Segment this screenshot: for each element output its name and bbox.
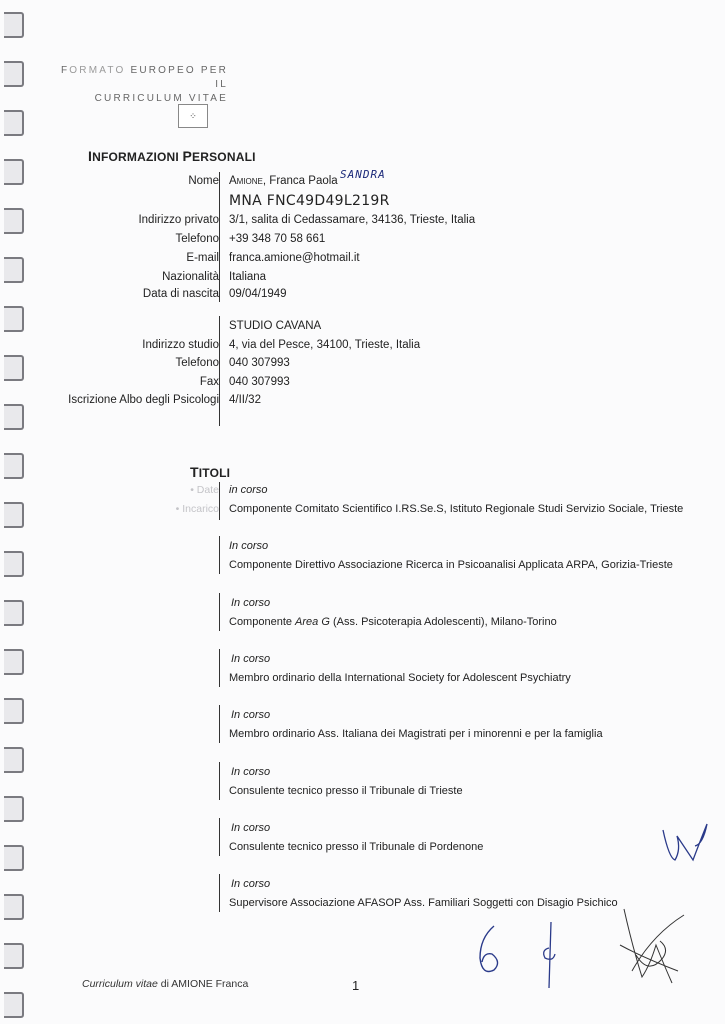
- binder-ring: [4, 894, 24, 920]
- title-date: In corso: [231, 822, 271, 834]
- label-address: Indirizzo privato: [138, 214, 219, 226]
- binder-ring: [4, 257, 24, 283]
- title-divider: [219, 874, 220, 912]
- value-phone: +39 348 70 58 661: [229, 233, 326, 245]
- title-date: In corso: [231, 878, 271, 890]
- title-description: Membro ordinario della International Society for Adolescent Psychiatry: [229, 672, 571, 684]
- label-studio-address: Indirizzo studio: [142, 339, 219, 351]
- handwritten-initial-stroke: [535, 918, 565, 998]
- label-date: • Date: [190, 484, 219, 496]
- value-address: 3/1, salita di Cedassamare, 34136, Trieste, Italia: [229, 214, 476, 226]
- value-studio-address: 4, via del Pesce, 34100, Trieste, Italia: [229, 339, 421, 351]
- title-description: Supervisore Associazione AFASOP Ass. Familiari Soggetti con Disagio Psichico: [229, 897, 618, 909]
- binder-ring: [4, 502, 24, 528]
- title-divider: [219, 818, 220, 856]
- title-divider: [219, 762, 220, 800]
- value-nationality: Italiana: [229, 271, 267, 283]
- label-phone: Telefono: [175, 233, 219, 245]
- header-line-2: CURRICULUM VITAE: [94, 93, 228, 104]
- binder-ring: [4, 551, 24, 577]
- title-date: In corso: [231, 653, 271, 665]
- title-divider: [219, 536, 220, 574]
- handwritten-signature: [612, 905, 692, 990]
- title-divider: [219, 649, 220, 687]
- binder-ring: [4, 453, 24, 479]
- label-nome: Nome: [188, 175, 219, 187]
- binder-ring: [4, 306, 24, 332]
- title-description: Consulente tecnico presso il Tribunale di Trieste: [229, 785, 463, 797]
- label-studio-fax: Fax: [199, 376, 219, 388]
- label-birth: Data di nascita: [142, 288, 219, 300]
- value-nome: Amione, Franca Paola: [229, 175, 338, 187]
- section-title-titles: TITOLI: [190, 464, 231, 480]
- binder-ring: [4, 355, 24, 381]
- binder-ring: [4, 845, 24, 871]
- binder-ring: [4, 796, 24, 822]
- title-divider: [219, 482, 220, 520]
- title-date: in corso: [229, 484, 268, 496]
- binder-ring: [4, 159, 24, 185]
- title-description: Consulente tecnico presso il Tribunale di Pordenone: [229, 841, 484, 853]
- title-date: In corso: [231, 766, 271, 778]
- label-register: Iscrizione Albo degli Psicologi: [68, 394, 219, 406]
- title-description: Componente Direttivo Associazione Ricerca in Psicoanalisi Applicata ARPA, Gorizia-Trieste: [229, 559, 673, 571]
- label-email: E-mail: [186, 252, 219, 264]
- studio-name: STUDIO CAVANA: [229, 320, 322, 332]
- title-description: Membro ordinario Ass. Italiana dei Magistrati per i minorenni e per la famiglia: [229, 728, 603, 740]
- eu-flag-icon: ⁘: [178, 104, 208, 128]
- value-register: 4/II/32: [229, 394, 261, 406]
- value-studio-phone: 040 307993: [229, 357, 290, 369]
- binder-ring: [4, 12, 24, 38]
- footer-cv-label: Curriculum vitae di AMIONE Franca: [82, 978, 249, 990]
- binder-ring: [4, 61, 24, 87]
- section-title-personal: INFORMAZIONI PERSONALI: [88, 148, 256, 164]
- title-description: Componente Area G (Ass. Psicoterapia Adolescenti), Milano-Torino: [229, 616, 557, 628]
- title-date: In corso: [229, 540, 269, 552]
- title-date: In corso: [231, 597, 271, 609]
- personal-divider: [219, 172, 220, 302]
- title-divider: [219, 593, 220, 631]
- binder-ring: [4, 110, 24, 136]
- fiscal-code: MNA FNC49D49L219R: [229, 193, 390, 209]
- value-email: franca.amione@hotmail.it: [229, 252, 360, 264]
- binder-ring: [4, 404, 24, 430]
- handwritten-name: SANDRA: [340, 168, 386, 181]
- binder-strip: [0, 0, 34, 1024]
- value-studio-fax: 040 307993: [229, 376, 290, 388]
- page-number: 1: [352, 978, 360, 993]
- binder-ring: [4, 698, 24, 724]
- binder-ring: [4, 943, 24, 969]
- label-role: • Incarico: [175, 503, 219, 515]
- handwritten-initial-6: [470, 920, 510, 980]
- binder-ring: [4, 747, 24, 773]
- studio-divider: [219, 316, 220, 426]
- binder-ring: [4, 649, 24, 675]
- binder-ring: [4, 600, 24, 626]
- header-line-1: FORMATO EUROPEO PER IL: [60, 65, 228, 90]
- value-birth: 09/04/1949: [229, 288, 287, 300]
- document-header: [48, 64, 228, 106]
- label-nationality: Nazionalità: [162, 271, 219, 283]
- title-divider: [219, 705, 220, 743]
- title-date: In corso: [231, 709, 271, 721]
- label-studio-phone: Telefono: [175, 357, 219, 369]
- title-description: Componente Comitato Scientifico I.RS.Se.S, Istituto Regionale Studi Servizio Sociale, Trieste: [229, 503, 684, 515]
- handwritten-initials-right: [655, 810, 715, 870]
- binder-ring: [4, 208, 24, 234]
- binder-ring: [4, 992, 24, 1018]
